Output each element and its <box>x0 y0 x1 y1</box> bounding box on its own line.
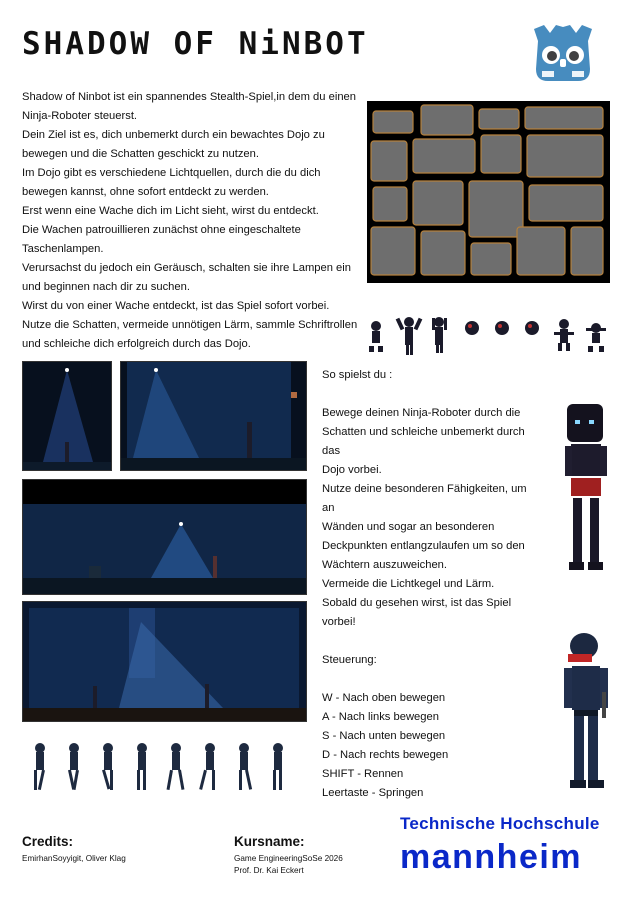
intro-line: Dein Ziel ist es, dich unbemerkt durch ein bewachtes Dojo zu <box>22 129 325 141</box>
howto-line: Wänden und sogar an besonderen <box>322 521 495 533</box>
control-line: Leertaste - Springen <box>322 787 424 799</box>
course-heading: Kursname: <box>234 834 305 849</box>
control-line: W - Nach oben bewegen <box>322 692 446 704</box>
credits-names: EmirhanSoyyigit, Oliver Klag <box>22 854 126 863</box>
guard-walk-cycle <box>28 742 298 796</box>
howto-heading: So spielst du : <box>322 369 393 381</box>
intro-line: Im Dojo gibt es verschiedene Lichtquellen, durch die du dich <box>22 167 321 179</box>
control-line: SHIFT - Rennen <box>322 768 404 780</box>
intro-line: und schleiche dich erfolgreich durch das Dojo. <box>22 338 251 350</box>
course-professor: Prof. Dr. Kai Eckert <box>234 866 304 875</box>
game-screenshot-2 <box>120 361 307 471</box>
intro-line: Die Wachen patrouillieren zunächst ohne eingeschaltete <box>22 224 301 236</box>
intro-line: bewegen kannst, ohne sofort entdeckt zu werden. <box>22 186 269 198</box>
control-line: A - Nach links bewegen <box>322 711 439 723</box>
howto-line: Dojo vorbei. <box>322 464 382 476</box>
control-line: S - Nach unten bewegen <box>322 730 446 742</box>
intro-line: Wirst du von einer Wache entdeckt, ist das Spiel sofort vorbei. <box>22 300 330 312</box>
intro-line: und beginnen nach dir zu suchen. <box>22 281 190 293</box>
intro-line: Nutze die Schatten, vermeide unnötigen Lärm, sammle Schriftrollen <box>22 319 358 331</box>
ninja-sprite-sheet <box>364 314 614 360</box>
howto-line: Sobald du gesehen wirst, ist das Spiel vorbei! <box>322 597 512 628</box>
control-line: D - Nach rechts bewegen <box>322 749 449 761</box>
game-screenshot-3 <box>22 479 307 595</box>
guard-sprite <box>562 632 610 792</box>
intro-line: bewegen und die Schatten geschickt zu nutzen. <box>22 148 259 160</box>
intro-line: Shadow of Ninbot ist ein spannendes Stealth-Spiel,in dem du einen <box>22 91 356 103</box>
game-screenshot-1 <box>22 361 112 471</box>
howto-line: Bewege deinen Ninja-Roboter durch die <box>322 407 521 419</box>
howto-line: Schatten und schleiche unbemerkt durch das <box>322 426 525 457</box>
intro-line: Erst wenn eine Wache dich im Licht sieht, wirst du entdeckt. <box>22 205 319 217</box>
intro-line: Verursachst du jedoch ein Geräusch, schalten sie ihre Lampen ein <box>22 262 351 274</box>
university-name-line2: mannheim <box>400 838 583 876</box>
intro-line: Ninja-Roboter steuerst. <box>22 110 138 122</box>
howto-line: Nutze deine besonderen Fähigkeiten, um an <box>322 483 527 514</box>
page-title: SHADOW OF NiNBOT <box>22 26 369 62</box>
ninja-robot-sprite <box>561 402 611 577</box>
university-name-line1: Technische Hochschule <box>400 814 600 833</box>
dojo-map-image <box>367 101 610 283</box>
credits-heading: Credits: <box>22 834 74 849</box>
howto-line: Deckpunkten entlangzulaufen um so den <box>322 540 525 552</box>
intro-text <box>22 88 367 354</box>
howto-section <box>322 366 542 803</box>
course-name: Game EngineeringSoSe 2026 <box>234 854 343 863</box>
godot-logo-icon <box>530 15 596 87</box>
howto-line: Wächtern auszuweichen. <box>322 559 447 571</box>
game-screenshot-4 <box>22 601 307 722</box>
howto-line: Vermeide die Lichtkegel und Lärm. <box>322 578 495 590</box>
controls-heading: Steuerung: <box>322 654 377 666</box>
intro-line: Taschenlampen. <box>22 243 104 255</box>
